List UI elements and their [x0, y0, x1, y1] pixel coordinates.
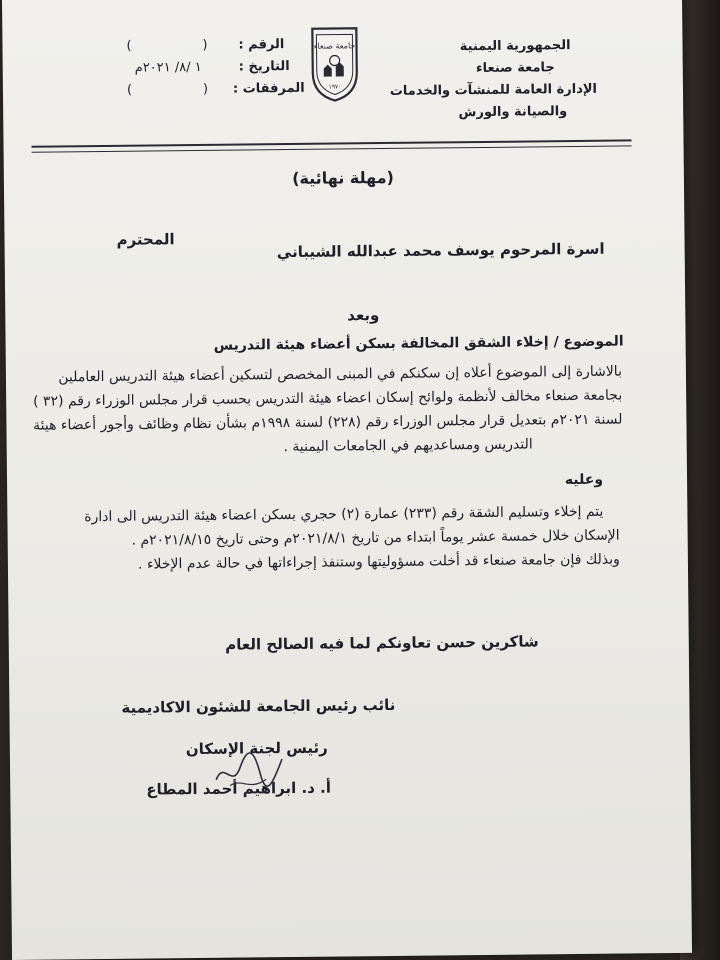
header-department: الإدارة العامة للمنشآت والخدمات	[389, 81, 598, 99]
body-line: التدريس ومساعديهم في الجامعات اليمنية .	[283, 436, 533, 456]
attachments-close: )	[126, 82, 133, 98]
signatory-name: أ. د. ابراهيم أحمد المطاع	[146, 778, 332, 799]
subject-line: الموضوع / إخلاء الشقق المخالفة بسكن أعضاء هيئة التدريس	[213, 333, 624, 354]
body-line: بالاشارة إلى الموضوع أعلاه إن سكنكم في المبنى المخصص لتسكين أعضاء هيئة التدريس العاملين	[58, 363, 623, 386]
action-line: يتم إخلاء وتسليم الشقة رقم (٢٣٣) عمارة (٢) حجري بسكن اعضاء هيئة التدريس الى ادارة	[84, 503, 604, 526]
action-line: الإسكان خلال خمسة عشر يوماً ابتداء من تاريخ ٢٠٢١/٨/١م وحتى تاريخ ٢٠٢١/٨/١٥م .	[131, 527, 620, 549]
ref-label: الرقم :	[238, 37, 285, 53]
closing-line: شاكرين حسن تعاونكم لما فيه الصالح العام	[225, 632, 539, 654]
header-country: الجمهورية اليمنية	[459, 38, 571, 55]
header-university: جامعة صنعاء	[475, 60, 555, 77]
ref-close: )	[126, 38, 132, 54]
handwritten-signature	[210, 739, 291, 800]
greeting: وبعد	[347, 306, 380, 325]
document-title: (مهلة نهائية)	[292, 167, 394, 188]
date-label: التاريخ :	[238, 58, 290, 75]
university-logo	[308, 24, 361, 103]
body-paragraph	[32, 360, 623, 462]
ref-value: (	[202, 37, 208, 53]
header-department-cont: والصيانة والورش	[458, 104, 568, 121]
letter-page	[2, 0, 692, 960]
attachments-label: المرفقات :	[232, 80, 305, 97]
logo-text: جامعة صنعاء	[313, 41, 356, 51]
signatory-title: نائب رئيس الجامعة للشئون الاكاديمية	[121, 695, 396, 717]
action-line: وبذلك فإن جامعة صنعاء قد أخلت مسؤوليتها وستنفذ إجراءاتها في حالة عدم الإخلاء .	[137, 551, 620, 573]
therefore-heading: وعليه	[564, 471, 604, 489]
signatory-role: رئيس لجنة الإسكان	[185, 738, 328, 759]
body-line: لسنة ٢٠٢١م بتعديل قرار مجلس الوزراء رقم (٢٢٨) لسنة ١٩٩٨م بشأن نظام وظائف وأجور أعضاء هيئة	[33, 411, 623, 434]
date-value: ١ /٨/ ٢٠٢١م	[134, 59, 202, 76]
body-line: بجامعة صنعاء مخالف لأنظمة ولوائح إسكان اعضاء هيئة التدريس بحسب قرار مجلس الوزراء رقم (٣٢ )	[32, 387, 623, 410]
action-paragraph	[59, 500, 620, 578]
addressee: اسرة المرحوم يوسف محمد عبدالله الشيباني	[276, 239, 605, 262]
honorific: المحترم	[116, 230, 175, 249]
attachments-value: (	[202, 81, 209, 97]
logo-year: ١٩٧٠	[328, 83, 342, 91]
